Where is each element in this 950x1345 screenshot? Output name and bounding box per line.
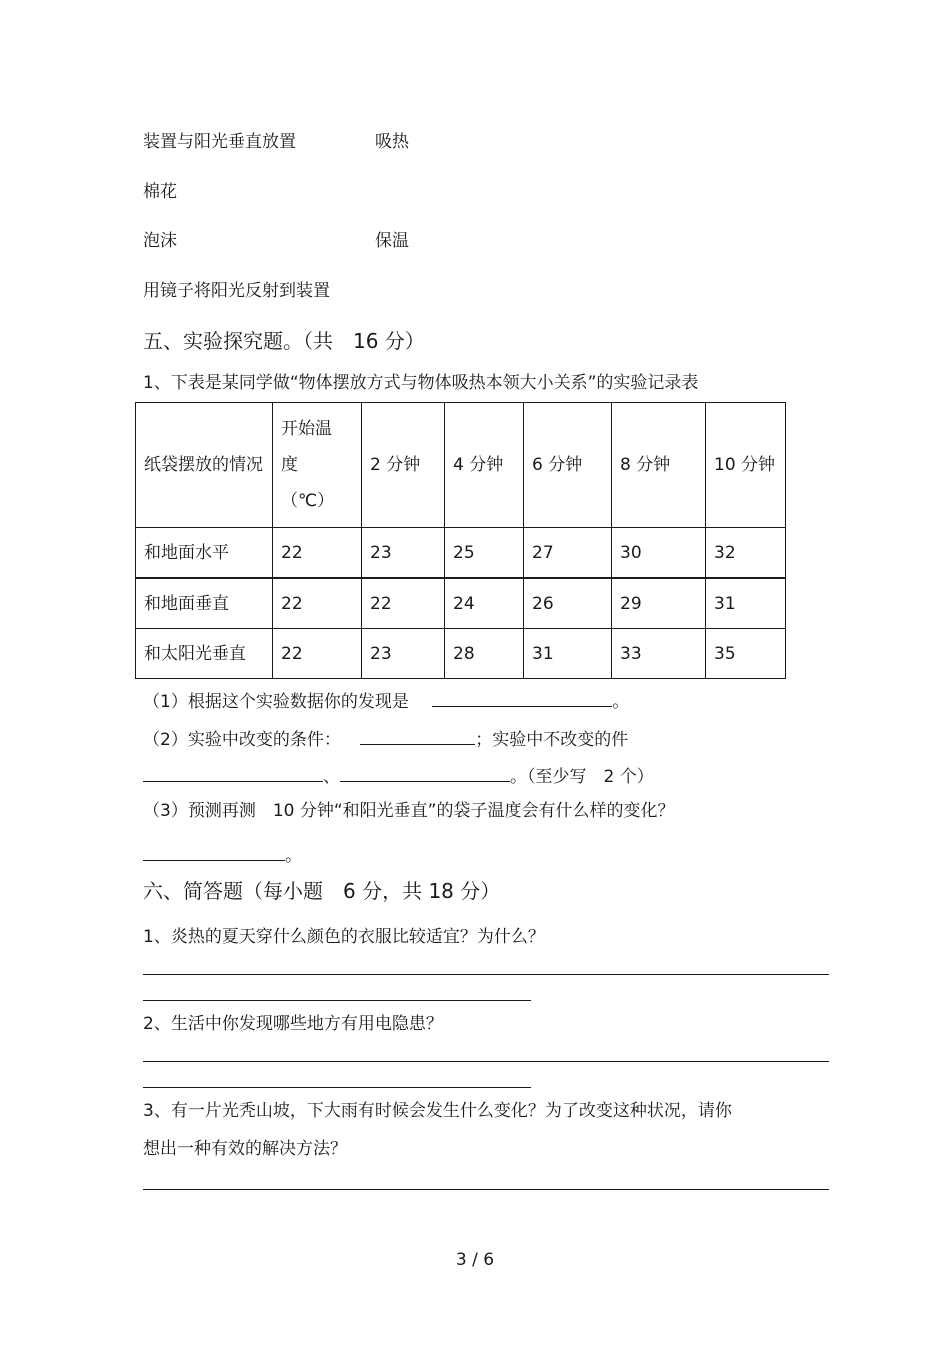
- experiment-record-table: [135, 402, 786, 679]
- section6-q3-line1: 3、有一片光秃山坡，下大雨有时候会发生什么变化？为了改变这种状况，请你: [143, 1101, 732, 1121]
- match-left-2: 棉花: [143, 182, 177, 202]
- section6-q2: 2、生活中你发现哪些地方有用电隐患？: [143, 1014, 443, 1034]
- header-8min: 8 分钟: [612, 403, 706, 528]
- row-label: 和太阳光垂直: [136, 629, 273, 679]
- match-left-4: 用镜子将阳光反射到装置: [143, 281, 330, 301]
- table-cell: 22: [273, 578, 362, 629]
- match-right-1: 吸热: [375, 132, 409, 152]
- table-row: [136, 528, 786, 579]
- section6-title: 六、简答题（每小题 6 分，共 18 分）: [143, 879, 501, 903]
- answer-blank-constant-2[interactable]: [340, 763, 510, 782]
- header-6min: 6 分钟: [524, 403, 612, 528]
- answer-blank-constant-1[interactable]: [143, 763, 323, 782]
- table-cell: 22: [273, 528, 362, 579]
- table-cell: 27: [524, 528, 612, 579]
- answer-line[interactable]: [143, 1189, 829, 1190]
- page-number: 3 / 6: [455, 1250, 495, 1270]
- table-cell: 23: [362, 629, 445, 679]
- sub-question-3: （3）预测再测 10 分钟“和阳光垂直”的袋子温度会有什么样的变化？: [143, 801, 675, 821]
- answer-blank-3[interactable]: [143, 842, 285, 861]
- table-cell: 29: [612, 578, 706, 629]
- table-cell: 22: [362, 578, 445, 629]
- row-label: 和地面垂直: [136, 578, 273, 629]
- row-label: 和地面水平: [136, 528, 273, 579]
- table-row: [136, 629, 786, 679]
- answer-blank-1[interactable]: [432, 688, 612, 707]
- table-cell: 35: [706, 629, 786, 679]
- sub-question-3-answer: 。: [143, 842, 302, 867]
- header-placement: 纸袋摆放的情况: [136, 403, 273, 528]
- header-start-temp: 开始温 度 （℃）: [273, 403, 362, 528]
- table-cell: 23: [362, 528, 445, 579]
- table-cell: 32: [706, 528, 786, 579]
- table-header-row: [136, 403, 786, 528]
- sub-question-2: （2）实验中改变的条件： ；实验中不改变的件: [143, 726, 628, 751]
- table-cell: 22: [273, 629, 362, 679]
- sub-question-1: （1）根据这个实验数据你的发现是 。: [143, 688, 629, 713]
- answer-line[interactable]: [143, 1087, 531, 1088]
- match-left-3: 泡沫: [143, 231, 177, 251]
- section6-q3-line2: 想出一种有效的解决方法？: [143, 1139, 347, 1159]
- answer-blank-changed-condition[interactable]: [360, 726, 475, 745]
- table-cell: 31: [524, 629, 612, 679]
- match-right-3: 保温: [375, 231, 409, 251]
- table-row: [136, 578, 786, 629]
- match-left-1: 装置与阳光垂直放置: [143, 132, 296, 152]
- answer-line[interactable]: [143, 974, 829, 975]
- section5-q1-intro: 1、下表是某同学做“物体摆放方式与物体吸热本领大小关系”的实验记录表: [143, 373, 699, 393]
- section6-q1: 1、炎热的夏天穿什么颜色的衣服比较适宜？为什么？: [143, 927, 545, 947]
- header-4min: 4 分钟: [445, 403, 524, 528]
- header-2min: 2 分钟: [362, 403, 445, 528]
- table-cell: 24: [445, 578, 524, 629]
- answer-line[interactable]: [143, 1000, 531, 1001]
- table-cell: 33: [612, 629, 706, 679]
- answer-line[interactable]: [143, 1061, 829, 1062]
- table-cell: 26: [524, 578, 612, 629]
- section5-title: 五、实验探究题。（共 16 分）: [143, 329, 425, 353]
- header-10min: 10 分钟: [706, 403, 786, 528]
- table-cell: 25: [445, 528, 524, 579]
- table-cell: 31: [706, 578, 786, 629]
- sub-question-2-line2: 、 。（至少写 2 个）: [143, 763, 654, 788]
- table-cell: 28: [445, 629, 524, 679]
- table-cell: 30: [612, 528, 706, 579]
